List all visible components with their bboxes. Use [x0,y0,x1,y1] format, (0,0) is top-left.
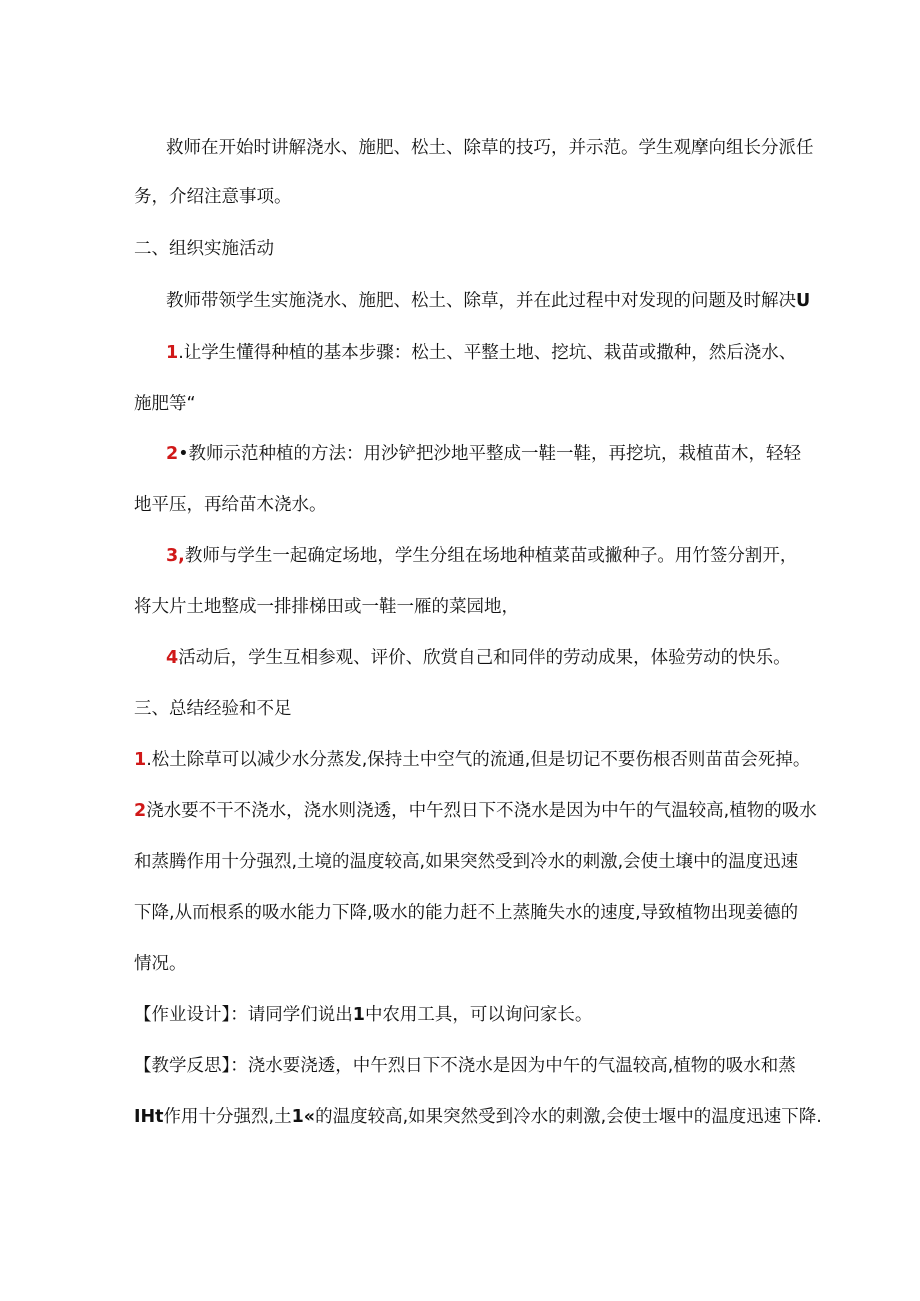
section3-item-1-line-1 [134,748,810,772]
section2-item-2-line-1 [166,442,801,466]
item-text: .松土除草可以减少水分蒸发,保持土中空气的流通,但是切记不要伤根否则苗苗会死掉。 [146,750,811,770]
section3-item-2-line-4: 情况。 [134,954,187,974]
homework-text-a: ：请同学们说出 [230,1005,353,1025]
section2-lead-suffix: U [796,291,811,311]
reflection-text-a: 作用十分强烈,土 [163,1107,292,1127]
item-text: 教师与学生一起确定场地，学生分组在场地种植菜苗或撇种子。用竹签分割开， [184,546,798,566]
section2-item-1-line-1 [166,341,796,365]
item-text: .让学生懂得种植的基本步骤：松土、平整土地、挖坑、栽苗或撒种，然后浇水、 [178,343,797,363]
section3-item-2-line-3: 下降,从而根系的吸水能力下降,吸水的能力赶不上蒸腌失水的速度,导致植物出现姜德的 [134,903,799,923]
item-number: 2 [166,444,179,464]
section2-item-2-line-2: 地平压，再给苗木浇水。 [134,495,327,515]
reflection-line-2 [134,1105,822,1129]
item-text: 浇水要不干不浇水，浇水则浇透，中午烈日下不浇水是因为中午的气温较高,植物的吸水 [146,801,817,821]
section2-lead-text: 教师带领学生实施浇水、施肥、松土、除草，并在此过程中对发现的问题及时解决 [166,291,796,311]
homework-number: 1 [352,1005,365,1025]
section2-heading: 二、组织实施活动 [134,239,274,259]
item-number: 2 [134,801,147,821]
item-text: •教师示范种植的方法：用沙铲把沙地平整成一鞋一鞋，再挖坑，栽植苗木，轻轻 [178,444,802,464]
intro-line-2: 务，介绍注意事项。 [134,187,292,207]
section3-heading: 三、总结经验和不足 [134,699,292,719]
item-number: 3, [166,546,185,566]
reflection-garbled-1: IHt [134,1107,164,1127]
section2-item-3-line-1 [166,544,797,568]
section2-item-4-line-1 [166,646,791,670]
item-text: 活动后，学生互相参观、评价、欣赏自己和同伴的劳动成果，体验劳动的快乐。 [178,648,791,668]
reflection-text-b: 的温度较高,如果突然受到冷水的刺激,会使士堰中的温度迅速下降. [315,1107,822,1127]
reflection-text: ：浇水要浇透，中午烈日下不浇水是因为中午的气温较高,植物的吸水和蒸 [230,1056,796,1076]
item-number: 1 [134,750,147,770]
section3-item-2-line-1 [134,799,817,823]
intro-line-1: 救师在开始时讲解浇水、施肥、松土、除草的技巧，并示范。学生观摩向组长分派任 [166,138,814,158]
section2-item-1-line-2: 施肥等“ [134,394,196,414]
section3-item-2-line-2: 和蒸腾作用十分强烈,土境的温度较高,如果突然受到冷水的刺激,会使土壌中的温度迅速 [134,852,799,872]
reflection-line-1 [134,1054,796,1078]
item-number: 1 [166,343,179,363]
reflection-label: 【教学反思】 [134,1056,231,1076]
item-number: 4 [166,648,179,668]
homework-text-b: 中农用工具，可以询问家长。 [364,1005,593,1025]
homework-line [134,1003,592,1027]
reflection-garbled-2: 1« [291,1107,316,1127]
section2-lead [166,289,810,313]
section2-item-3-line-2: 将大片土地整成一排排梯田或一鞋一雁的菜园地， [134,597,519,617]
homework-label: 【作业设计】 [134,1005,231,1025]
